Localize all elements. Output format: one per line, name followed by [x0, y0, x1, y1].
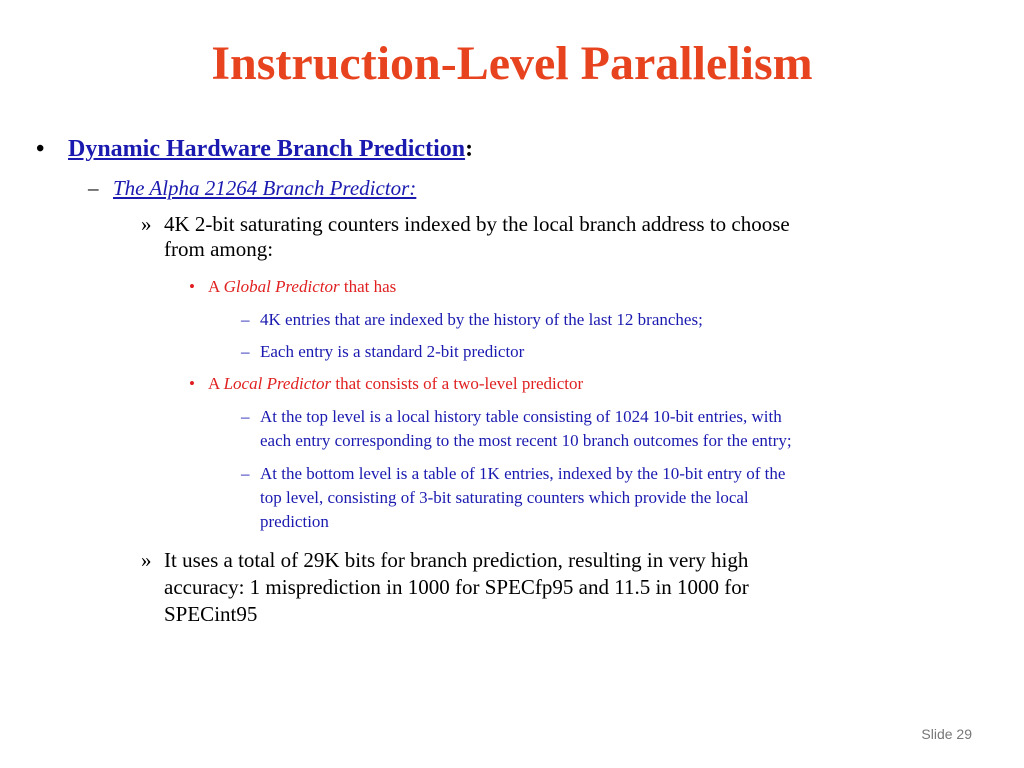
- heading-colon: :: [465, 136, 474, 162]
- heading-line: [68, 136, 473, 163]
- local-item2-line3: prediction: [260, 512, 329, 531]
- local-item2-line1: At the bottom level is a table of 1K entries, indexed by the 10-bit entry of the: [260, 464, 786, 483]
- global-prefix: A: [208, 277, 220, 296]
- point2-bullet: »: [141, 548, 152, 572]
- global-item2-dash: –: [241, 342, 250, 361]
- global-item1-dash: –: [241, 310, 250, 329]
- global-item2-line1: Each entry is a standard 2-bit predictor: [260, 342, 525, 361]
- slide-number: Slide 29: [921, 726, 972, 742]
- local-item2-line2: top level, consisting of 3-bit saturating counters which provide the local: [260, 488, 749, 507]
- point1-line1: 4K 2-bit saturating counters indexed by the local branch address to choose: [164, 212, 790, 236]
- global-predictor-name: Global Predictor: [223, 277, 340, 296]
- point1-line2: from among:: [164, 237, 274, 261]
- local-predictor-line: [208, 374, 583, 394]
- local-prefix: A: [208, 374, 220, 393]
- point2-line3: SPECint95: [164, 602, 258, 626]
- local-item1-line1: At the top level is a local history table consisting of 1024 10-bit entries, with: [260, 407, 782, 426]
- subheading-label: The Alpha 21264 Branch Predictor:: [113, 176, 417, 200]
- heading-label: Dynamic Hardware Branch Prediction: [68, 136, 466, 162]
- global-bullet: •: [189, 277, 195, 296]
- global-item1-line1: 4K entries that are indexed by the history of the last 12 branches;: [260, 310, 703, 329]
- local-bullet: •: [189, 374, 195, 393]
- local-predictor-name: Local Predictor: [223, 374, 332, 393]
- local-suffix: that consists of a two-level predictor: [335, 374, 584, 393]
- global-suffix: that has: [343, 277, 397, 296]
- local-item1-line2: each entry corresponding to the most recent 10 branch outcomes for the entry;: [260, 431, 792, 450]
- local-item2-dash: –: [241, 464, 250, 483]
- point2-line2: accuracy: 1 misprediction in 1000 for SPECfp95 and 11.5 in 1000 for: [164, 575, 749, 599]
- point2-line1: It uses a total of 29K bits for branch prediction, resulting in very high: [164, 548, 749, 572]
- subheading-dash: –: [88, 176, 99, 200]
- heading-bullet: •: [36, 136, 45, 162]
- local-item1-dash: –: [241, 407, 250, 426]
- slide-title: Instruction-Level Parallelism: [211, 37, 813, 90]
- point1-bullet: »: [141, 212, 152, 236]
- global-predictor-line: [208, 277, 396, 297]
